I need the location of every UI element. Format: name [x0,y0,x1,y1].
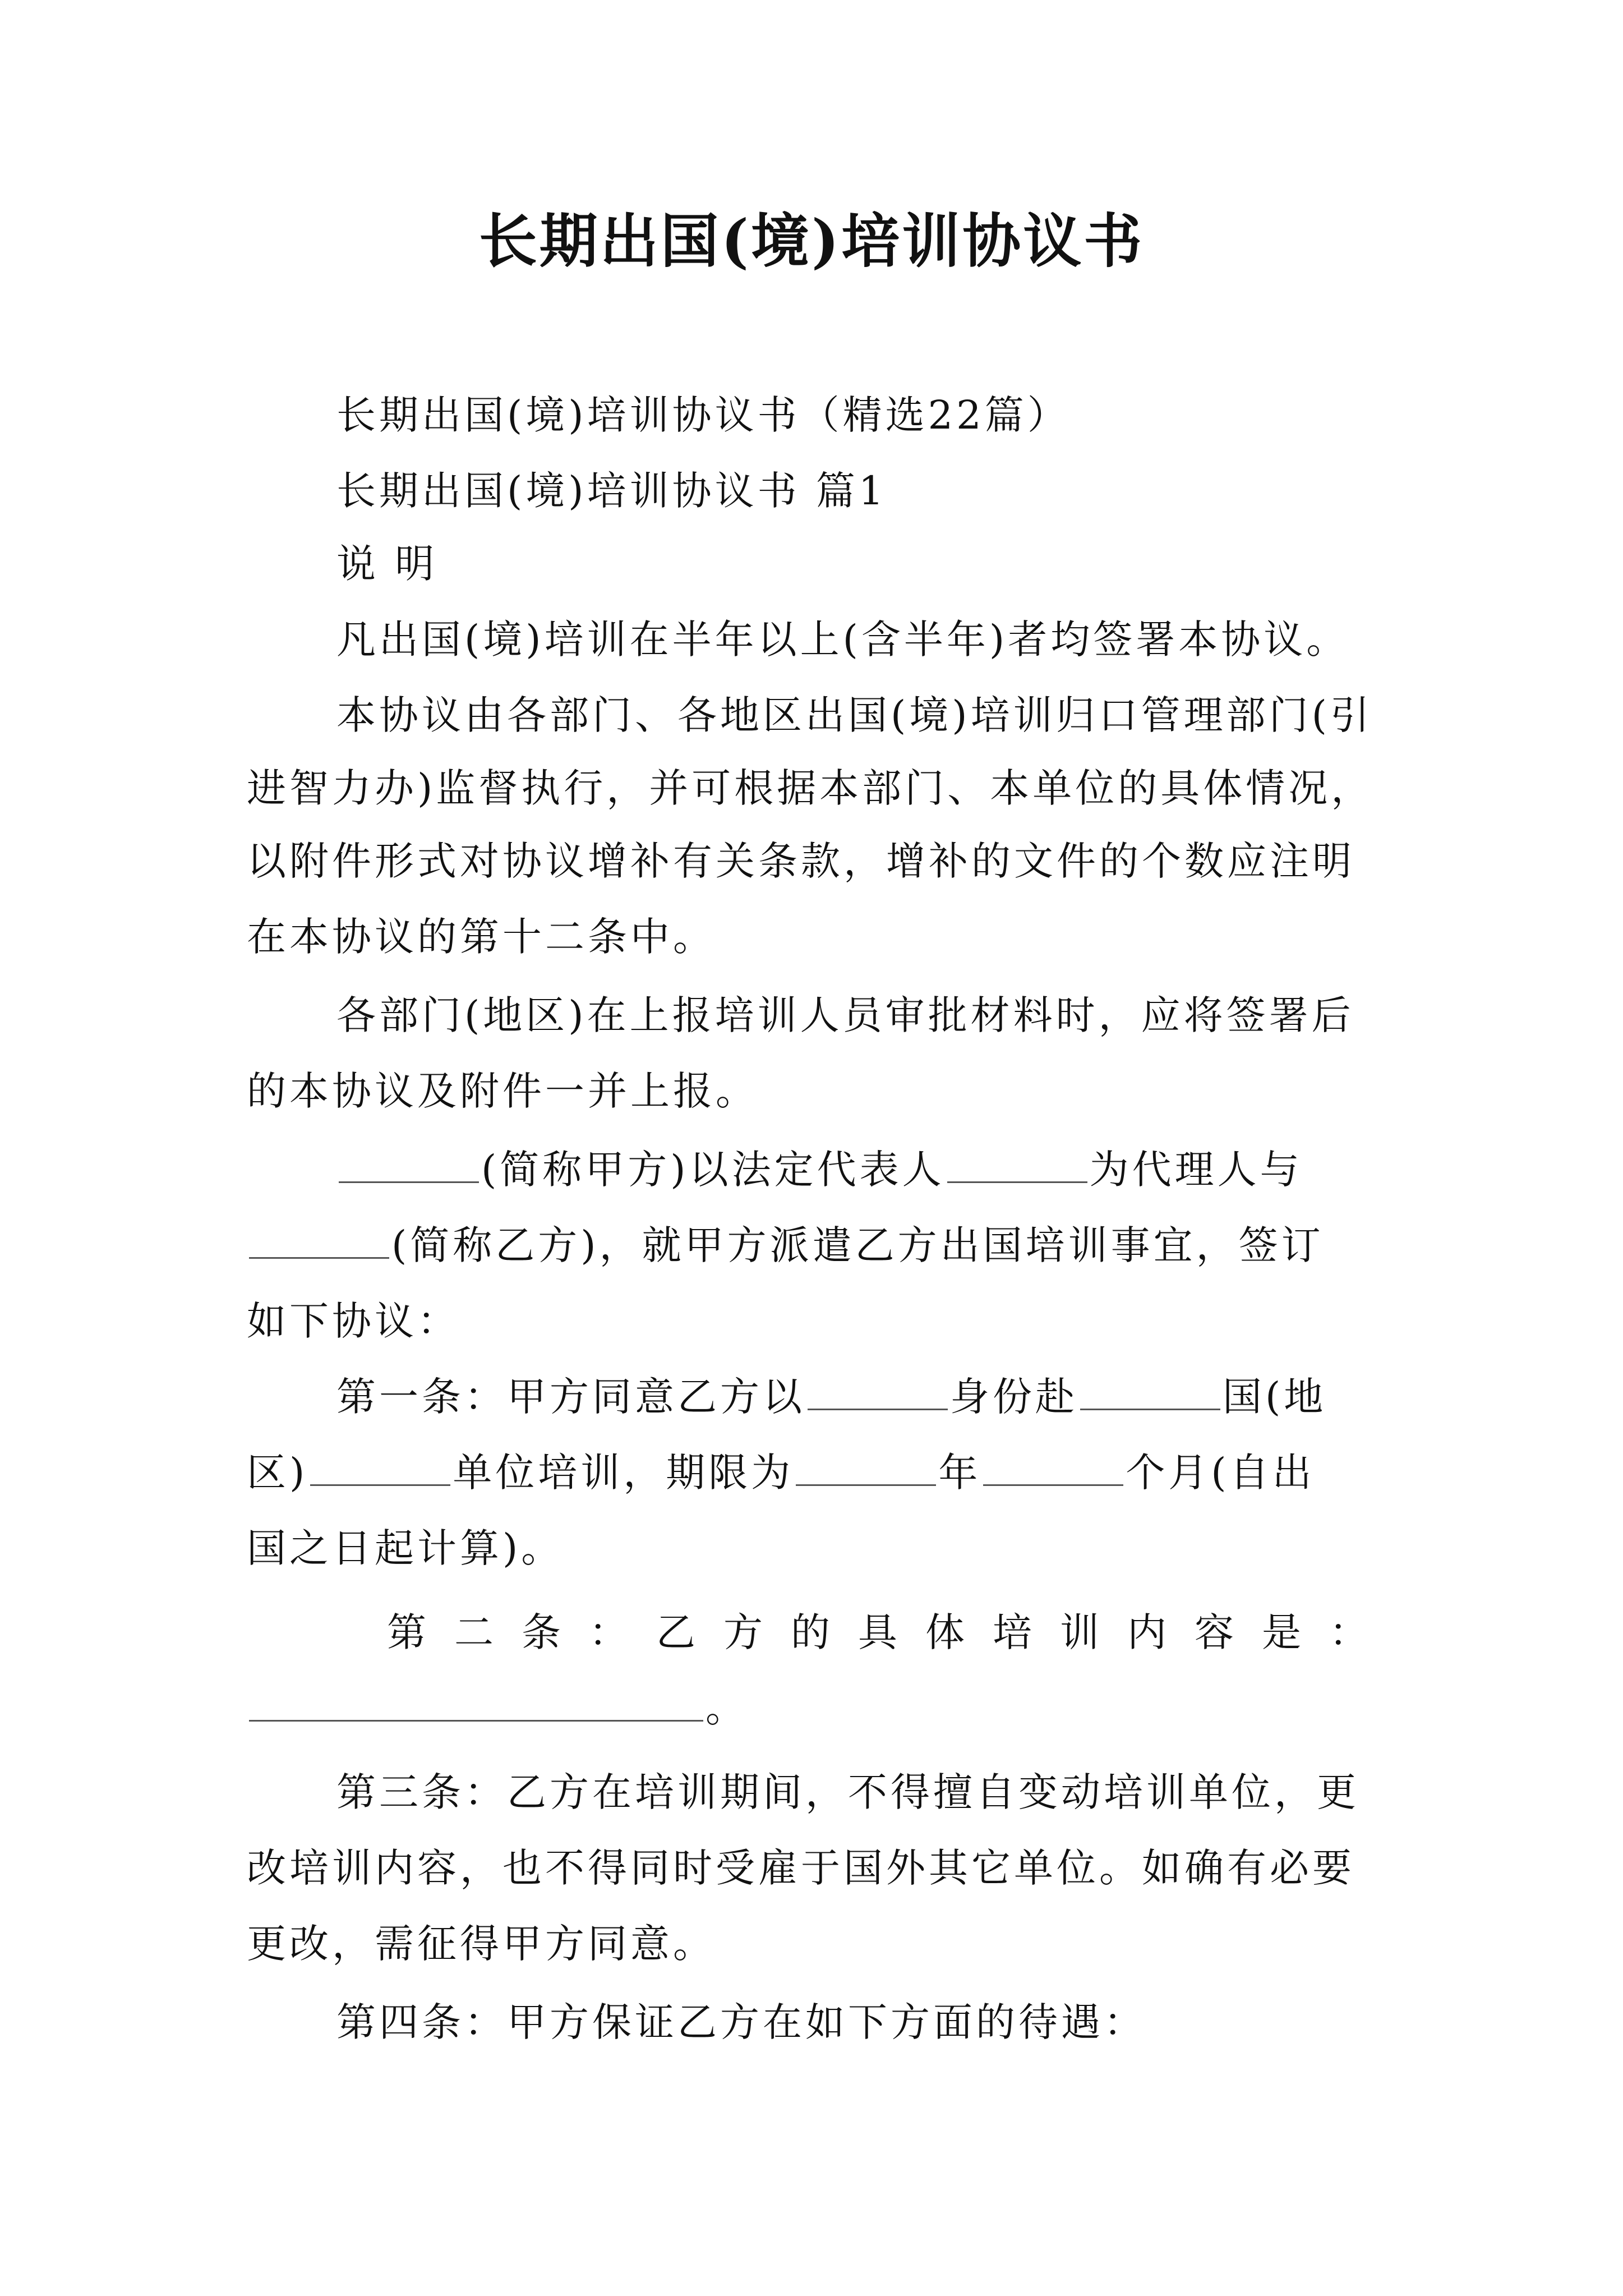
paragraph-1: 凡出国(境)培训在半年以上(含半年)者均签署本协议。 [336,616,1349,662]
text-run: (简称甲方)以法定代表人 [481,1147,945,1193]
text-run: (简称乙方)，就甲方派遣乙方出国培训事宜，签订 [391,1222,1324,1268]
text-run: 身份赴 [950,1374,1078,1420]
explain-heading: 说 明 [336,541,438,587]
text-run: 为代理人与 [1089,1147,1303,1193]
article-2-heading [387,1604,1396,1660]
fill-blank [808,1369,948,1410]
fill-blank [1080,1369,1220,1410]
document-title: 长期出国(境)培训协议书 [478,206,1145,275]
article-4-line-1: 第四条：甲方保证乙方在如下方面的待遇： [336,1999,1146,2045]
article-3-line-3: 更改，需征得甲方同意。 [247,1921,716,1967]
text-run: 年 [938,1450,981,1496]
paragraph-2-line-4: 在本协议的第十二条中。 [247,914,716,960]
text-run: 第一条：甲方同意乙方以 [336,1374,805,1420]
paragraph-2-line-2: 进智力办)监督执行，并可根据本部门、本单位的具体情况， [247,765,1374,811]
paragraph-3-line-1: 各部门(地区)在上报培训人员审批材料时，应将签署后 [336,992,1354,1038]
section-heading: 长期出国(境)培训协议书 篇1 [336,468,887,514]
paragraph-3-line-2: 的本协议及附件一并上报。 [247,1068,758,1114]
fill-blank [249,1218,389,1259]
subtitle: 长期出国(境)培训协议书（精选22篇） [336,392,1070,438]
fill-blank [339,1142,479,1183]
article-2-blank-line [247,1680,748,1736]
article-1-line-3: 国之日起计算)。 [247,1525,564,1571]
parties-line-2 [247,1217,1324,1273]
article-1-line-1 [336,1369,1326,1425]
text-run: 个月(自出 [1126,1450,1315,1496]
text-run: 区) [247,1450,308,1496]
parties-line-1 [336,1142,1303,1198]
text-run: 。 [706,1685,748,1731]
article-3-line-2: 改培训内容，也不得同时受雇于国外其它单位。如确有必要 [247,1845,1355,1891]
fill-blank [249,1681,703,1722]
fill-blank [796,1445,936,1486]
text-run: 国(地 [1223,1374,1327,1420]
paragraph-2-line-3: 以附件形式对协议增补有关条款，增补的文件的个数应注明 [247,838,1355,884]
text-run: 单位培训，期限为 [453,1450,794,1496]
paragraph-2-line-1: 本协议由各部门、各地区出国(境)培训归口管理部门(引 [336,692,1373,738]
fill-blank [947,1142,1087,1183]
text-run: 第二条：乙方的具体培训内容是： [387,1609,1396,1655]
fill-blank [310,1445,450,1486]
article-1-line-2 [247,1444,1315,1501]
fill-blank [983,1445,1123,1486]
article-3-line-1: 第三条：乙方在培训期间，不得擅自变动培训单位，更 [336,1769,1359,1815]
parties-line-3: 如下协议： [247,1298,460,1344]
